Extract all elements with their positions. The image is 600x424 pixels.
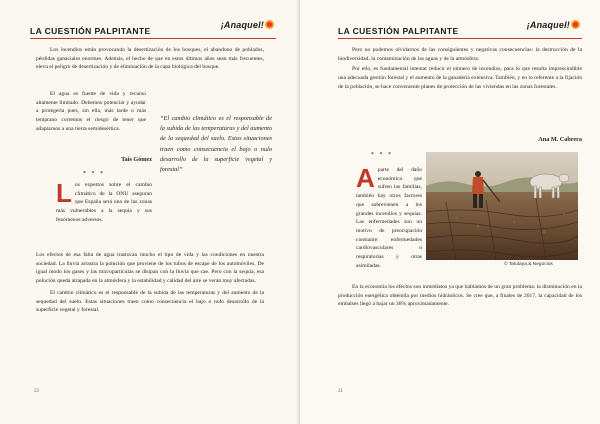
paragraph: Pero no podemos olvidarnos de las consiguientes y negativas consecuencias: la destrucción de la biodiversidad, la contaminación de las aguas y de la atmósfera.: [338, 47, 582, 62]
drought-farmer-photo: [426, 152, 578, 260]
pull-quote: “El cambio climático es el responsable de la subida de las temperaturas y del aumento de la sequedad del suelo. Estas situaciones traen como consecuencia el bajo o nulo desarrollo de la superficie vegetal y forestal”: [160, 115, 272, 174]
sun-icon: [571, 20, 580, 29]
magazine-logo: ¡Anaquel!: [527, 20, 580, 30]
paragraph: Los incendios están provocando la desertización de los bosques, el abandono de poblados, pérdidas ganaciales enormes. Además, el hecho de que en estos últimos años sean más frecuentes, eleva el peligro de desertización y de eliminación de la capa biológica del bosque.: [36, 47, 264, 71]
section-title: LA CUESTIÓN PALPITANTE: [30, 26, 151, 36]
body-text: [36, 251, 264, 315]
paragraph: El cambio climático es el responsable de la subida de las temperaturas y del aumento de la sequedad del suelo. Estas situaciones traen como consecuencia el bajo o nulo desarrollo de la superficie vegetal y forestal.: [36, 289, 264, 314]
dropcap-paragraph: Aparte del daño económico que sufren las familias, también hay otros factores que sobrevienen a los grandes incendios y sequías. Las enfermedades son un motivo de preocupación constante: enfermedades cardiovasculares o respiratorias y otras asimiladas.: [356, 163, 422, 269]
left-page-header: [30, 20, 276, 42]
dropcap-paragraph: Los expertos sobre el cambio climático de la ONU aseguran que España será una de las zonas más vulnerables a la sequía y sus fenómenos adversos.: [56, 178, 152, 223]
drop-cap: A: [356, 163, 375, 193]
section-separator: * * *: [371, 152, 393, 158]
wrap-text: [36, 90, 146, 134]
page-number: 22: [34, 389, 39, 394]
paragraph: El agua es fuente de vida y recurso altamente limitado. Debemos potenciar y ayudar a protegerla pues, sin ella, más tarde o más temprano corremos el riesgo de tener que adaptarnos a una tierra semidesértica.: [36, 91, 146, 132]
photo-credit: © Tatutaya.& Negocios: [504, 262, 553, 267]
drop-cap: L: [56, 178, 72, 208]
intro-text: [338, 46, 582, 92]
author-byline: Tais Gómez: [121, 156, 152, 163]
header-rule: [338, 38, 582, 39]
right-page-header: [338, 20, 582, 42]
author-byline: Ana M. Cabrera: [538, 136, 582, 143]
section-title: LA CUESTIÓN PALPITANTE: [338, 26, 459, 36]
page-number: 21: [338, 389, 343, 394]
closing-text: [338, 283, 582, 309]
paragraph: Por ello, es fundamental intentar reducir el número de incendios, para lo que resulta imprescindible una adecuada gestión forestal y el aumento de la ganadería extensiva. También, y en lo referente a la fijación de la población, se hace conveniente planes de protección de las viviendas en las zonas forestales.: [338, 66, 582, 90]
sun-icon: [265, 20, 274, 29]
intro-text: [36, 46, 264, 72]
header-rule: [30, 38, 276, 39]
photo-illustration: [426, 152, 578, 260]
section-separator: * * *: [83, 171, 105, 177]
paragraph: Los efectos de esa falta de agua trastocan mucho el tipo de vida y las condiciones en nuestra sociedad. La lluvia arrastra la polución que proviene de los tubos de escape de los automóviles. De igual modo los gases y las micropartículas se disipan con la lluvia que cae. Pero con la sequía, esa polución queda atrapada en la atmósfera y la estabilidad y calidad del aire se verán muy afectadas.: [36, 252, 264, 285]
magazine-logo: ¡Anaquel!: [221, 20, 274, 30]
paragraph: En la economía los efectos son inmediatos ya que hablamos de un gran problema: la disminución en la producción energética obtenida por medios hidráulicos. Se cree que, a finales de 2017, la capacidad de los embalses llegó a bajar un 38% aproximadamente.: [338, 284, 582, 308]
